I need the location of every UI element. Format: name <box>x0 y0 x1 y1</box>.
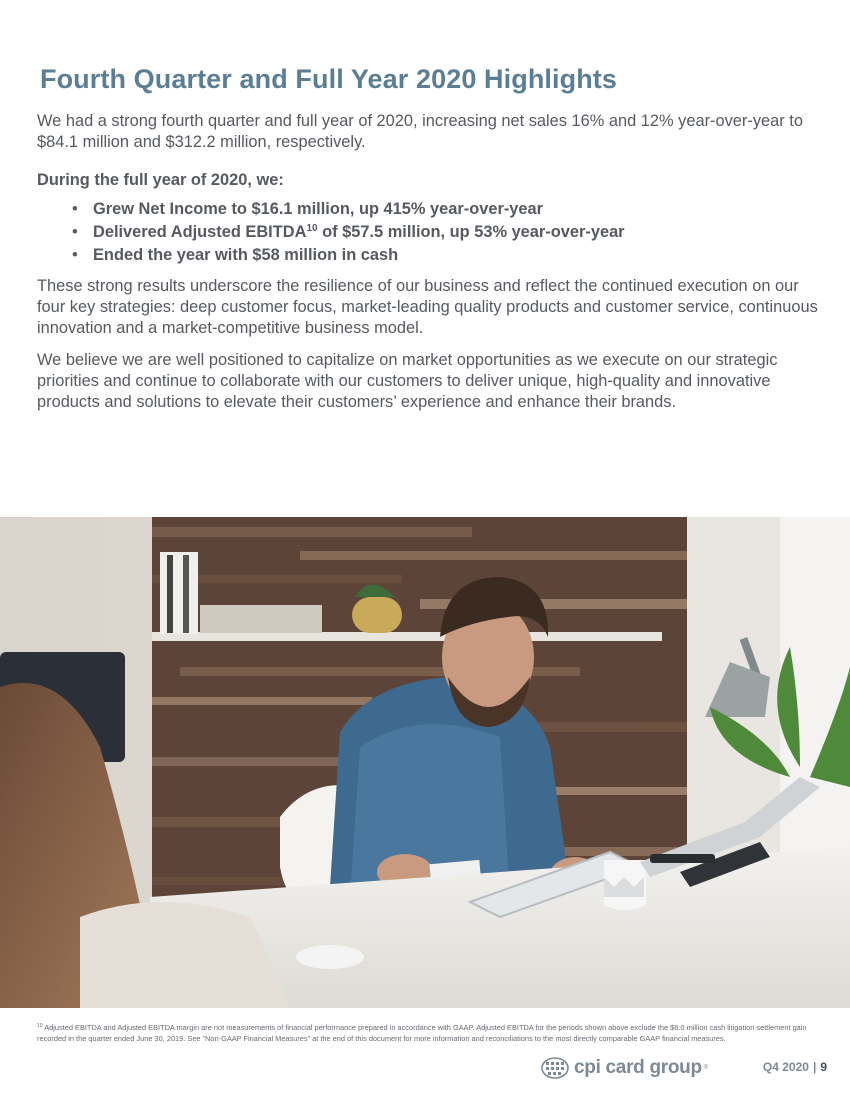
footnote-reference: 10 <box>306 223 318 234</box>
intro-paragraph: We had a strong fourth quarter and full year of 2020, increasing net sales 16% and 12% year-over-year to $84.1 million and $312.2 million, respectively. <box>37 112 803 151</box>
bullet-ebitda-label: Delivered Adjusted EBITDA <box>93 223 307 241</box>
strategy-paragraph: These strong results underscore the resilience of our business and reflect the continued execution on our four key strategies: deep customer focus, market-leading quality products and customer service, continuous innovation and a market-competitive business model. <box>37 277 818 337</box>
registered-mark: ® <box>703 1065 709 1071</box>
bullet-net-income: Grew Net Income to $16.1 million, up 415% year-over-year <box>93 200 544 218</box>
bullet-cash: Ended the year with $58 million in cash <box>93 246 399 264</box>
footnote-text: Adjusted EBITDA and Adjusted EBITDA margin are not measurements of financial performance prepared in accordance with GAAP. Adjusted EBITDA for the periods shown above exclude the $6.0 million cash litigation settlement gain recorded in the quarter ended June 30, 2019. See “Non-GAAP Financial Measures” at the end of this document for more information and reconciliations to the most directly comparable GAAP financial measures. <box>37 1023 807 1043</box>
page-number: 9 <box>820 1060 827 1074</box>
report-period: Q4 2020 <box>762 1060 809 1074</box>
list-item <box>72 199 625 222</box>
page-footer-label <box>763 1060 827 1074</box>
bullet-marker: • <box>72 223 78 241</box>
logo-wordmark: cpi card group <box>574 1057 702 1078</box>
globe-card-icon <box>540 1057 570 1079</box>
office-photo <box>0 517 850 1008</box>
bullet-ebitda-value: of $57.5 million, up 53% year-over-year <box>317 223 625 241</box>
bullet-marker: • <box>72 200 78 218</box>
page-title: Fourth Quarter and Full Year 2020 Highlights <box>40 64 618 94</box>
full-year-lead: During the full year of 2020, we: <box>37 171 284 189</box>
footnote-marker: 10 <box>37 1023 43 1029</box>
list-item <box>72 222 625 245</box>
footer-separator: | <box>812 1060 817 1074</box>
list-item <box>72 245 625 268</box>
bullet-marker: • <box>72 246 78 264</box>
footnote <box>37 1023 809 1044</box>
outlook-paragraph: We believe we are well positioned to capitalize on market opportunities as we execute on our strategic priorities and continue to collaborate with our customers to deliver unique, high-quality and innovative products and solutions to elevate their customers’ experience and enhance their brands. <box>37 351 778 411</box>
company-logo <box>540 1056 708 1080</box>
highlights-list <box>72 199 625 268</box>
